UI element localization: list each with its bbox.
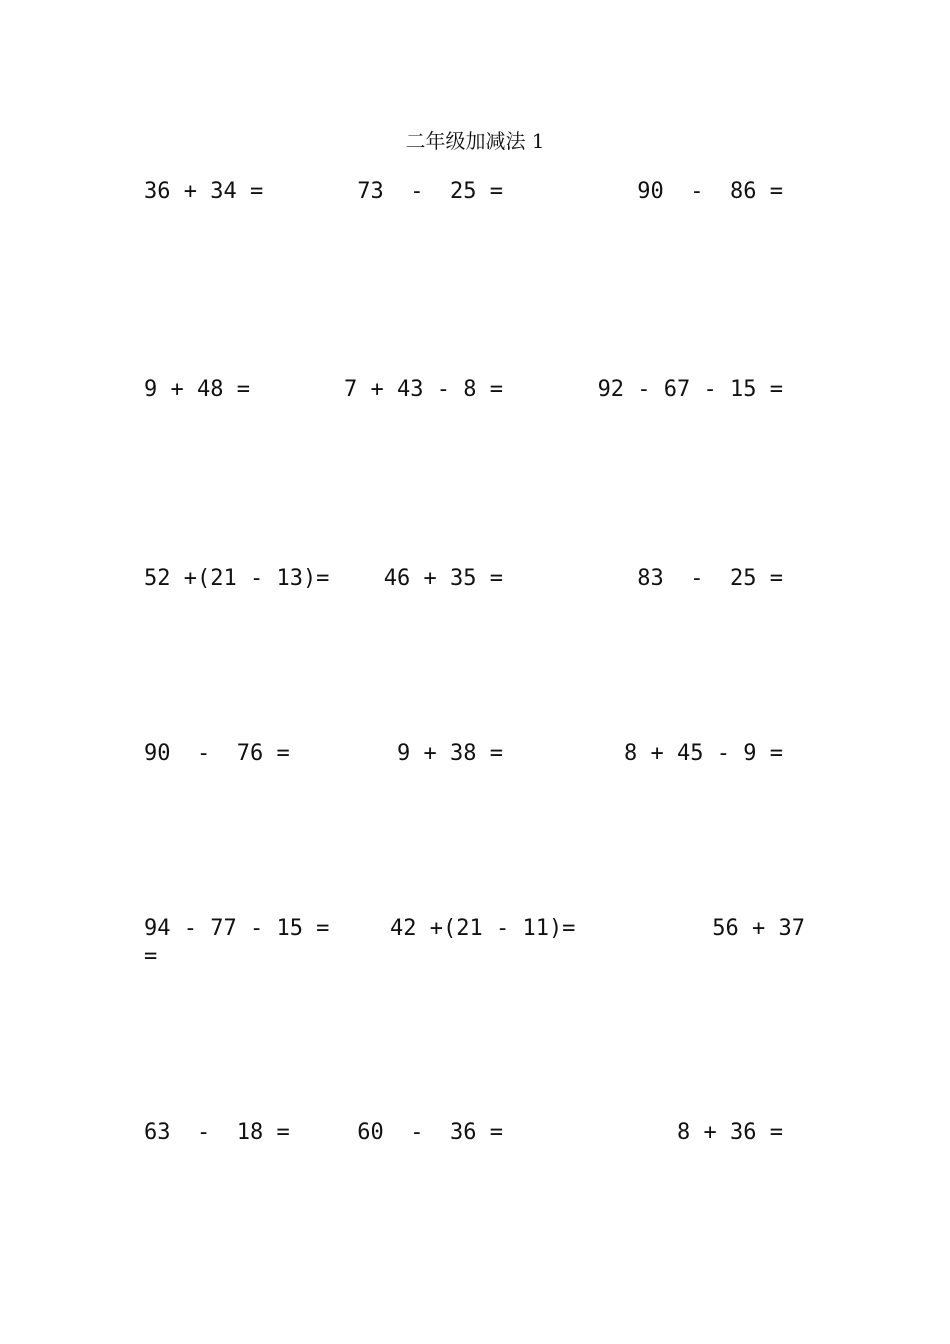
problem-r5-c3: 56 + 37 — [712, 916, 805, 941]
problem-r1-c2: 73 - 25 = — [357, 179, 503, 204]
page-title: 二年级加减法 1 — [405, 129, 545, 153]
problem-r4-c1: 90 - 76 = — [144, 741, 290, 766]
problem-r6-c3: 8 + 36 = — [677, 1120, 783, 1145]
problem-r4-c3: 8 + 45 - 9 = — [624, 741, 783, 766]
problem-r5-c1: 94 - 77 - 15 = = — [144, 916, 330, 969]
problem-r6-c1: 63 - 18 = — [144, 1120, 290, 1145]
problem-r2-c1: 9 + 48 = — [144, 377, 250, 402]
problem-r4-c2: 9 + 38 = — [397, 741, 503, 766]
problem-r3-c1: 52 +(21 - 13)= — [144, 566, 330, 591]
problem-r3-c3: 83 - 25 = — [637, 566, 783, 591]
problem-r6-c2: 60 - 36 = — [357, 1120, 503, 1145]
problem-r1-c1: 36 + 34 = — [144, 179, 264, 204]
problem-r5-c2: 42 +(21 - 11)= — [390, 916, 576, 941]
problem-r2-c2: 7 + 43 - 8 = — [344, 377, 503, 402]
problem-r3-c2: 46 + 35 = — [383, 566, 503, 591]
problem-r2-c3: 92 - 67 - 15 = — [597, 377, 783, 402]
problem-r1-c3: 90 - 86 = — [637, 179, 783, 204]
